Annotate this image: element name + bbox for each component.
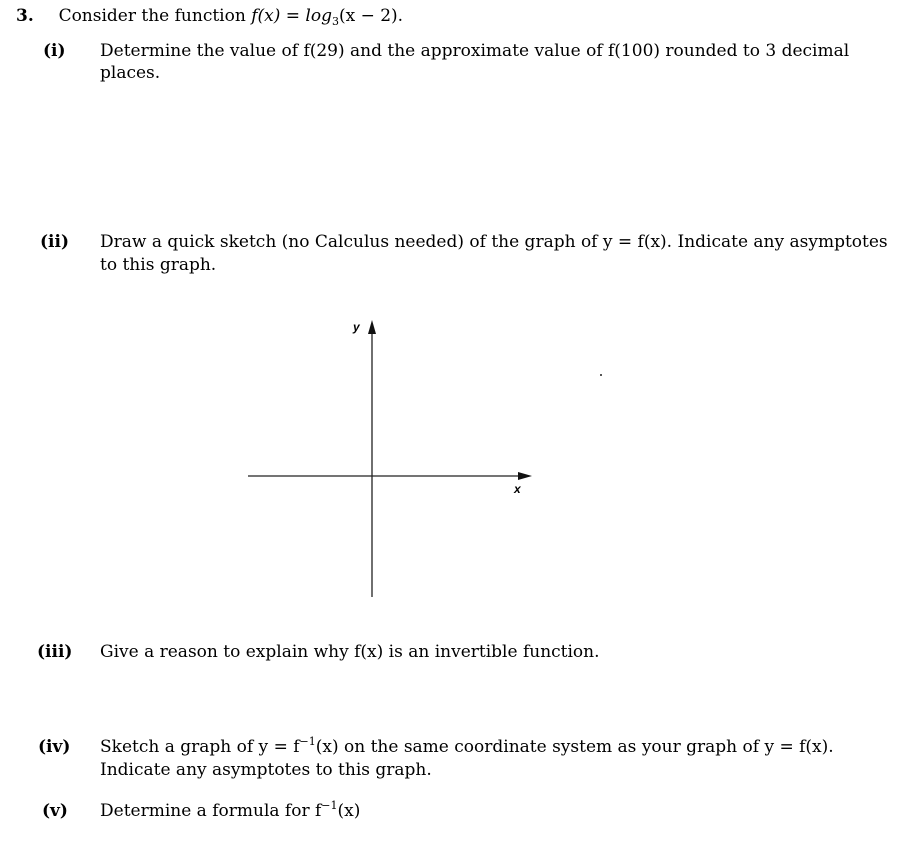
part-iii-label: (iii) bbox=[37, 642, 73, 662]
x-axis-arrowhead bbox=[518, 472, 532, 480]
part-iii-text: Give a reason to explain why f(x) is an invertible function. bbox=[100, 642, 600, 662]
question-number: 3. bbox=[16, 6, 34, 26]
part-iv-text-a: Sketch a graph of y = f bbox=[100, 737, 300, 757]
y-axis-arrowhead bbox=[368, 320, 376, 334]
function-argument: (x − 2). bbox=[338, 6, 404, 26]
inverse-superscript: −1 bbox=[299, 735, 316, 748]
part-i-text: Determine the value of f(29) and the approximate value of f(100) rounded to 3 decimal places. bbox=[100, 41, 850, 83]
part-ii-text-line1: Draw a quick sketch (no Calculus needed) of the graph of y = f(x). Indicate any asymptotes bbox=[100, 232, 888, 252]
part-v-text bbox=[100, 800, 360, 822]
log-base: 3 bbox=[331, 15, 339, 28]
part-i-label: (i) bbox=[43, 41, 66, 61]
part-iv-text-b: (x) on the same coordinate system as your graph of y = f(x). bbox=[315, 737, 834, 757]
part-iv-text-line1 bbox=[100, 736, 834, 758]
function-expression: f(x) = log bbox=[251, 6, 332, 26]
part-iv-label: (iv) bbox=[38, 737, 71, 757]
question-intro: Consider the function bbox=[58, 6, 252, 26]
part-ii-label: (ii) bbox=[40, 232, 70, 252]
y-axis-label: y bbox=[353, 320, 360, 334]
part-v-text-b: (x) bbox=[337, 801, 361, 821]
inverse-superscript-v: −1 bbox=[321, 799, 338, 812]
part-v-text-a: Determine a formula for f bbox=[100, 801, 322, 821]
part-ii-text-line2: to this graph. bbox=[100, 255, 217, 275]
stray-dot bbox=[600, 374, 602, 376]
part-iv-text-line2: Indicate any asymptotes to this graph. bbox=[100, 760, 432, 780]
part-v-label: (v) bbox=[42, 801, 68, 821]
x-axis-label: x bbox=[514, 482, 521, 496]
